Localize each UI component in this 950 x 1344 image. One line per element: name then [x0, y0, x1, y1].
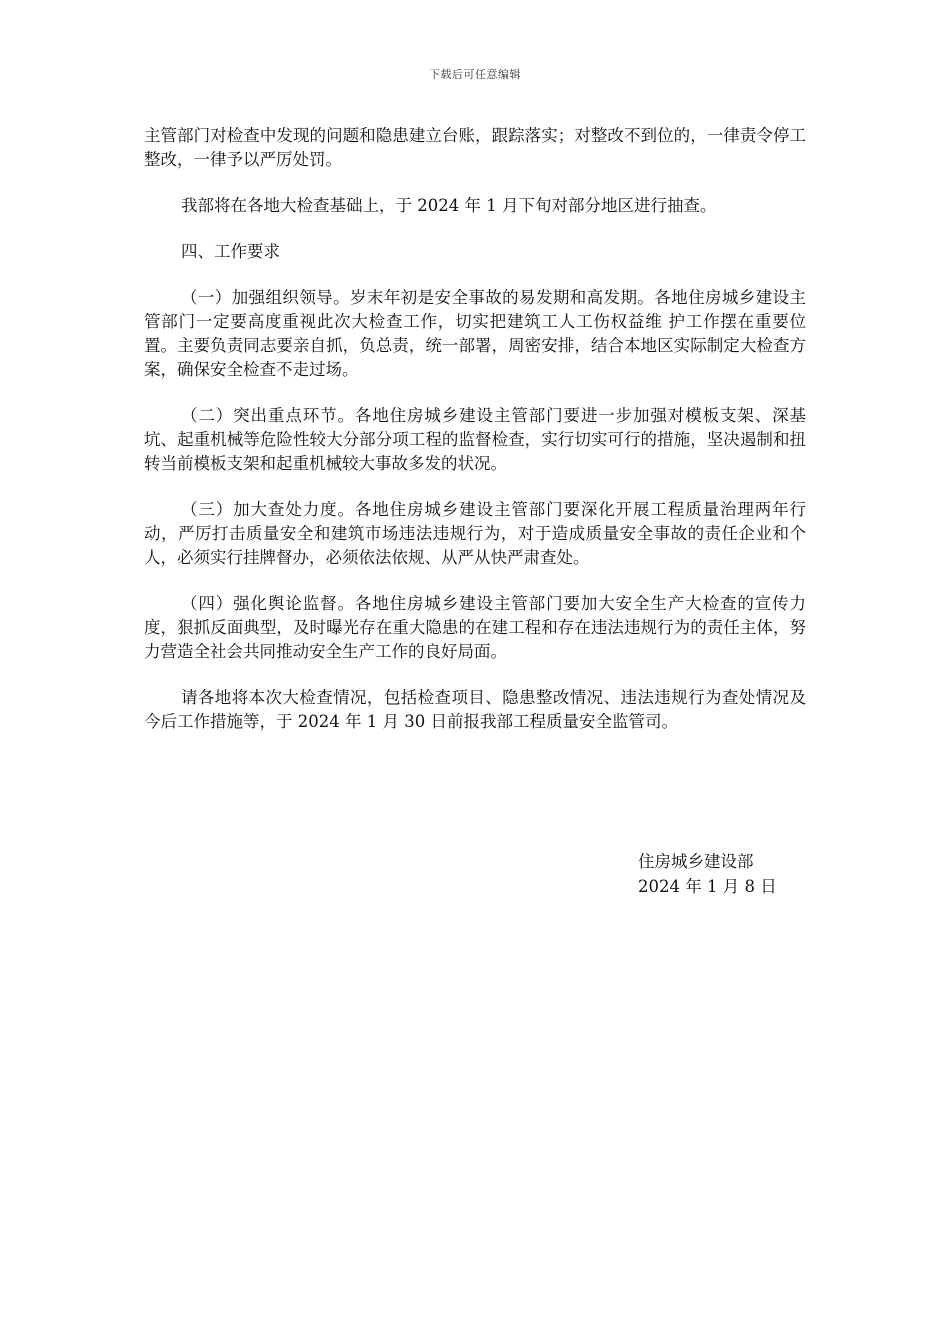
paragraph-spot-check: 我部将在各地大检查基础上，于 2024 年 1 月下旬对部分地区进行抽查。	[181, 196, 717, 215]
paragraph-requirement-3: （三）加大查处力度。各地住房城乡建设主管部门要深化开展工程质量治理两年行动，严厉打击质量安全和建筑市场违法违规行为，对于造成质量安全事故的责任企业和个人，必须实行挂牌督办，必须依法依规、从严从快严肃查处。	[144, 500, 806, 567]
paragraph-requirement-4: （四）强化舆论监督。各地住房城乡建设主管部门要加大安全生产大检查的宣传力度，狠抓反面典型，及时曝光存在重大隐患的在建工程和存在违法违规行为的责任主体，努力营造全社会共同推动安全生产工作的良好局面。	[144, 594, 806, 661]
document-body	[144, 124, 806, 756]
signature-date: 2024 年 1 月 8 日	[638, 877, 777, 896]
section-heading-work-requirements: 四、工作要求	[181, 242, 280, 261]
header-note: 下载后可任意编辑	[429, 68, 521, 81]
signature-issuer: 住房城乡建设部	[638, 852, 754, 871]
paragraph-requirement-1: （一）加强组织领导。岁末年初是安全事故的易发期和高发期。各地住房城乡建设主管部门一定要高度重视此次大检查工作，切实把建筑工人工伤权益维 护工作摆在重要位置。主要负责同志要亲自抓，负总责，统一部署，周密安排，结合本地区实际制定大检查方案，确保安全检查不走过场。	[144, 288, 806, 379]
signature-block	[638, 849, 777, 899]
paragraph-continuation: 主管部门对检查中发现的问题和隐患建立台账，跟踪落实；对整改不到位的，一律责令停工整改，一律予以严厉处罚。	[144, 126, 806, 169]
paragraph-reporting: 请各地将本次大检查情况，包括检查项目、隐患整改情况、违法违规行为查处情况及今后工作措施等，于 2024 年 1 月 30 日前报我部工程质量安全监管司。	[144, 688, 806, 731]
paragraph-requirement-2: （二）突出重点环节。各地住房城乡建设主管部门要进一步加强对模板支架、深基坑、起重机械等危险性较大分部分项工程的监督检查，实行切实可行的措施，坚决遏制和扭转当前模板支架和起重机械较大事故多发的状况。	[144, 406, 806, 473]
